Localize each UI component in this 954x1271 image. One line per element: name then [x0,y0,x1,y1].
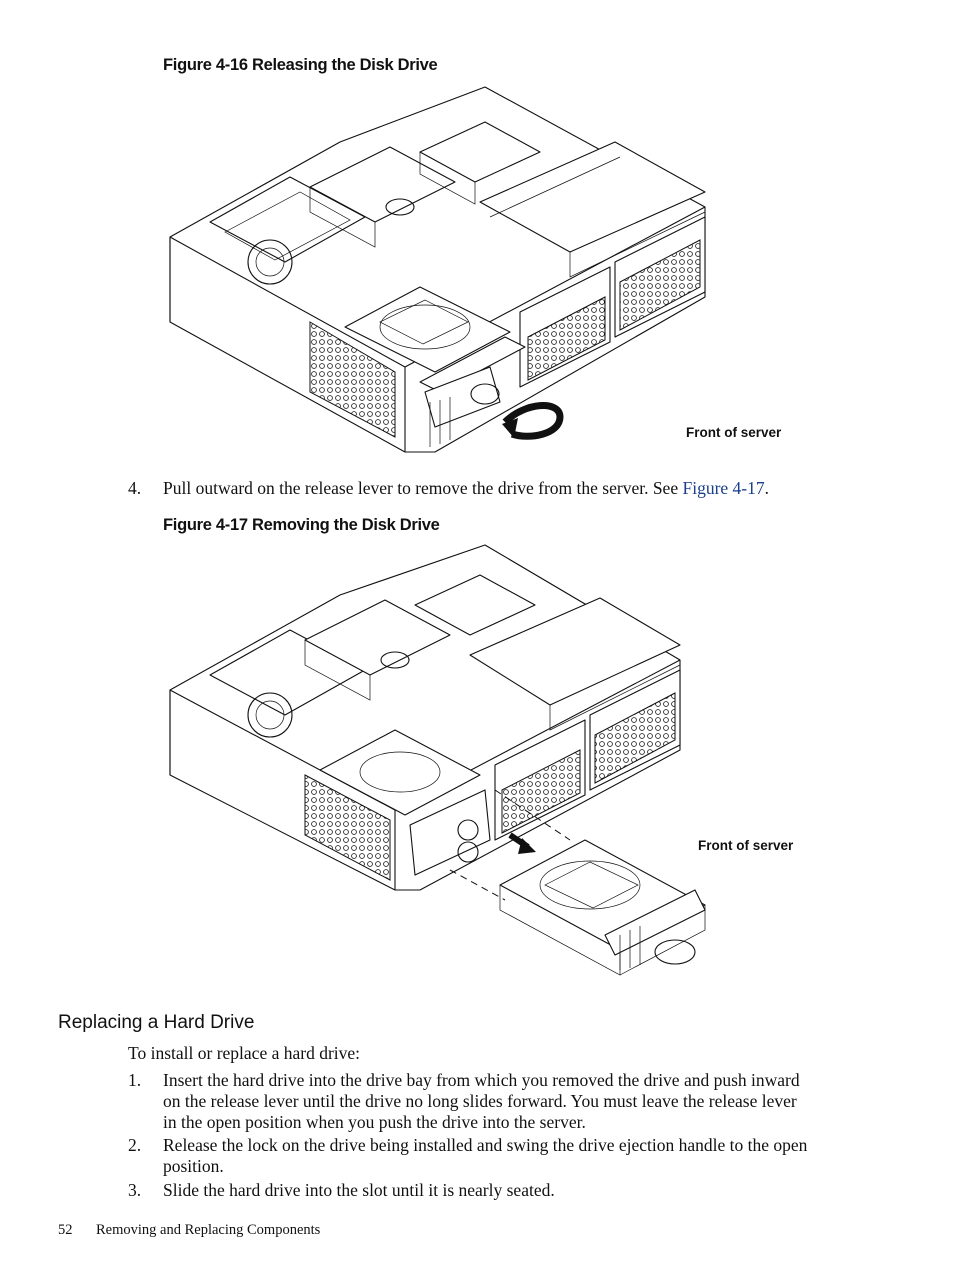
step-1-line-3: in the open position when you push the drive into the server. [163,1112,586,1132]
server-release-drive-illustration [150,82,810,462]
step-3-line-1: Slide the hard drive into the slot until it is nearly seated. [163,1180,555,1200]
step-4-text-after: . [764,478,770,498]
front-of-server-callout-2: Front of server [698,838,794,853]
page-number: 52 [58,1222,73,1238]
section-heading: Replacing a Hard Drive [58,1012,255,1033]
step-1-number: 1. [128,1070,142,1090]
step-2-line-1: Release the lock on the drive being installed and swing the drive ejection handle to the open [163,1135,808,1155]
step-3-text [163,1180,555,1201]
step-2-number: 2. [128,1135,142,1155]
step-4-number: 4. [128,478,142,498]
section-intro: To install or replace a hard drive: [128,1043,361,1063]
figure-4-16-caption: Figure 4-16 Releasing the Disk Drive [163,56,438,74]
step-1-line-1: Insert the hard drive into the drive bay from which you removed the drive and push inward [163,1070,800,1090]
step-2-line-2: position. [163,1156,224,1176]
step-1-line-2: on the release lever until the drive no long slides forward. You must leave the release lever [163,1091,797,1111]
figure-4-17-link[interactable]: Figure 4-17 [682,478,765,498]
chapter-title: Removing and Replacing Components [96,1222,321,1238]
server-remove-drive-illustration [150,540,730,980]
step-3-number: 3. [128,1180,142,1200]
step-4-text [163,478,769,499]
step-4-text-before: Pull outward on the release lever to remove the drive from the server. See [163,478,683,498]
figure-4-17-caption: Figure 4-17 Removing the Disk Drive [163,516,440,534]
step-2-text [163,1135,807,1177]
front-of-server-callout: Front of server [686,425,782,440]
step-1-text [163,1070,800,1133]
